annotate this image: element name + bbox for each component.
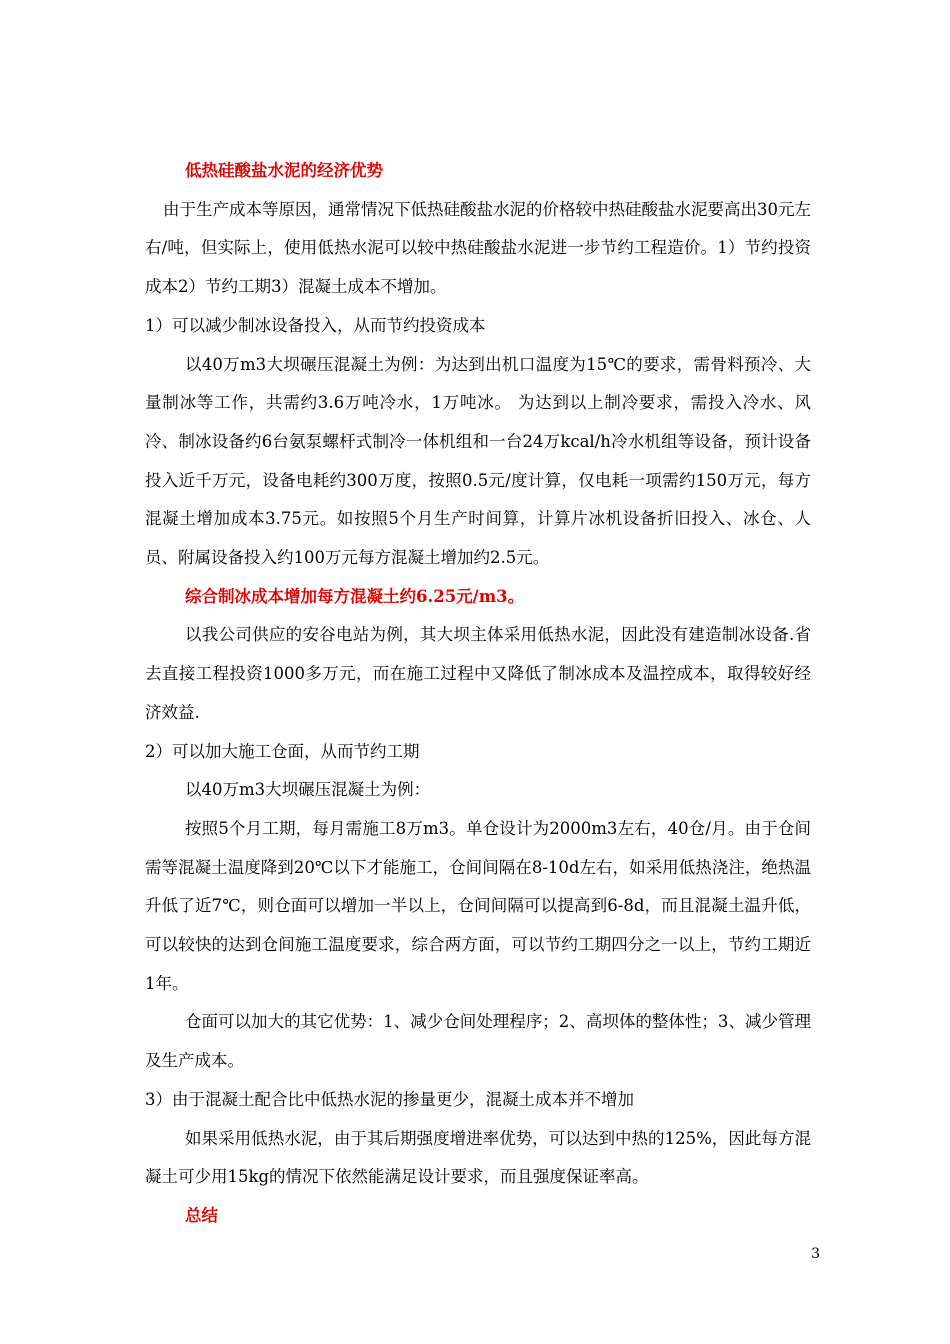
section1-summary: 综合制冰成本增加每方混凝土约6.25元/m3。 xyxy=(185,586,525,606)
section2-paragraph-1: 以40万m3大坝碾压混凝土为例： xyxy=(185,780,431,800)
section3-paragraph-1: 如果采用低热水泥，由于其后期强度增进率优势，可以达到中热的125%，因此每方混凝土可少用15kg的情况下依然能满足设计要求，而且强度保证率高。 xyxy=(145,1128,811,1187)
conclusion-heading: 总结 xyxy=(185,1205,218,1225)
section2-heading: 2）可以加大施工仓面，从而节约工期 xyxy=(145,741,420,761)
section3-heading: 3）由于混凝土配合比中低热水泥的掺量更少，混凝土成本并不增加 xyxy=(145,1089,634,1109)
section2-paragraph-2: 按照5个月工期，每月需施工8万m3。单仓设计为2000m3左右，40仓/月。由于仓间需等混凝土温度降到20℃以下才能施工，仓间间隔在8-10d左右，如采用低热浇注，绝热温升低了近7℃，则仓面可以增加一半以上，仓间间隔可以提高到6-8d，而且混凝土温升低，可以较快的达到仓间施工温度要求，综合两方面，可以节约工期四分之一以上，节约工期近1年。 xyxy=(145,818,811,993)
document-body xyxy=(145,152,811,1236)
intro-paragraph: 由于生产成本等原因，通常情况下低热硅酸盐水泥的价格较中热硅酸盐水泥要高出30元左右/吨，但实际上，使用低热水泥可以较中热硅酸盐水泥进一步节约工程造价。1）节约投资成本2）节约工期3）混凝土成本不增加。 xyxy=(145,199,811,297)
section1-paragraph-1: 以40万m3大坝碾压混凝土为例：为达到出机口温度为15℃的要求，需骨料预冷、大量制冰等工作，共需约3.6万吨冷水，1万吨冰。 为达到以上制冷要求，需投入冷水、风冷、制冰设备约6台氨泵螺杆式制冷一体机组和一台24万kcal/h冷水机组等设备，预计设备投入近千万元，设备电耗约300万度，按照0.5元/度计算，仅电耗一项需约150万元，每方混凝土增加成本3.75元。如按照5个月生产时间算，计算片冰机设备折旧投入、冰仓、人员、附属设备投入约100万元每方混凝土增加约2.5元。 xyxy=(145,354,811,568)
section2-paragraph-3: 仓面可以加大的其它优势：1、减少仓间处理程序；2、高坝体的整体性；3、减少管理及生产成本。 xyxy=(145,1012,811,1071)
section1-heading: 1）可以减少制冰设备投入，从而节约投资成本 xyxy=(145,315,486,335)
page-number: 3 xyxy=(811,1246,820,1262)
section-title: 低热硅酸盐水泥的经济优势 xyxy=(185,161,383,180)
section1-paragraph-2: 以我公司供应的安谷电站为例，其大坝主体采用低热水泥，因此没有建造制冰设备.省去直接工程投资1000多万元，而在施工过程中又降低了制冰成本及温控成本，取得较好经济效益. xyxy=(145,625,811,722)
